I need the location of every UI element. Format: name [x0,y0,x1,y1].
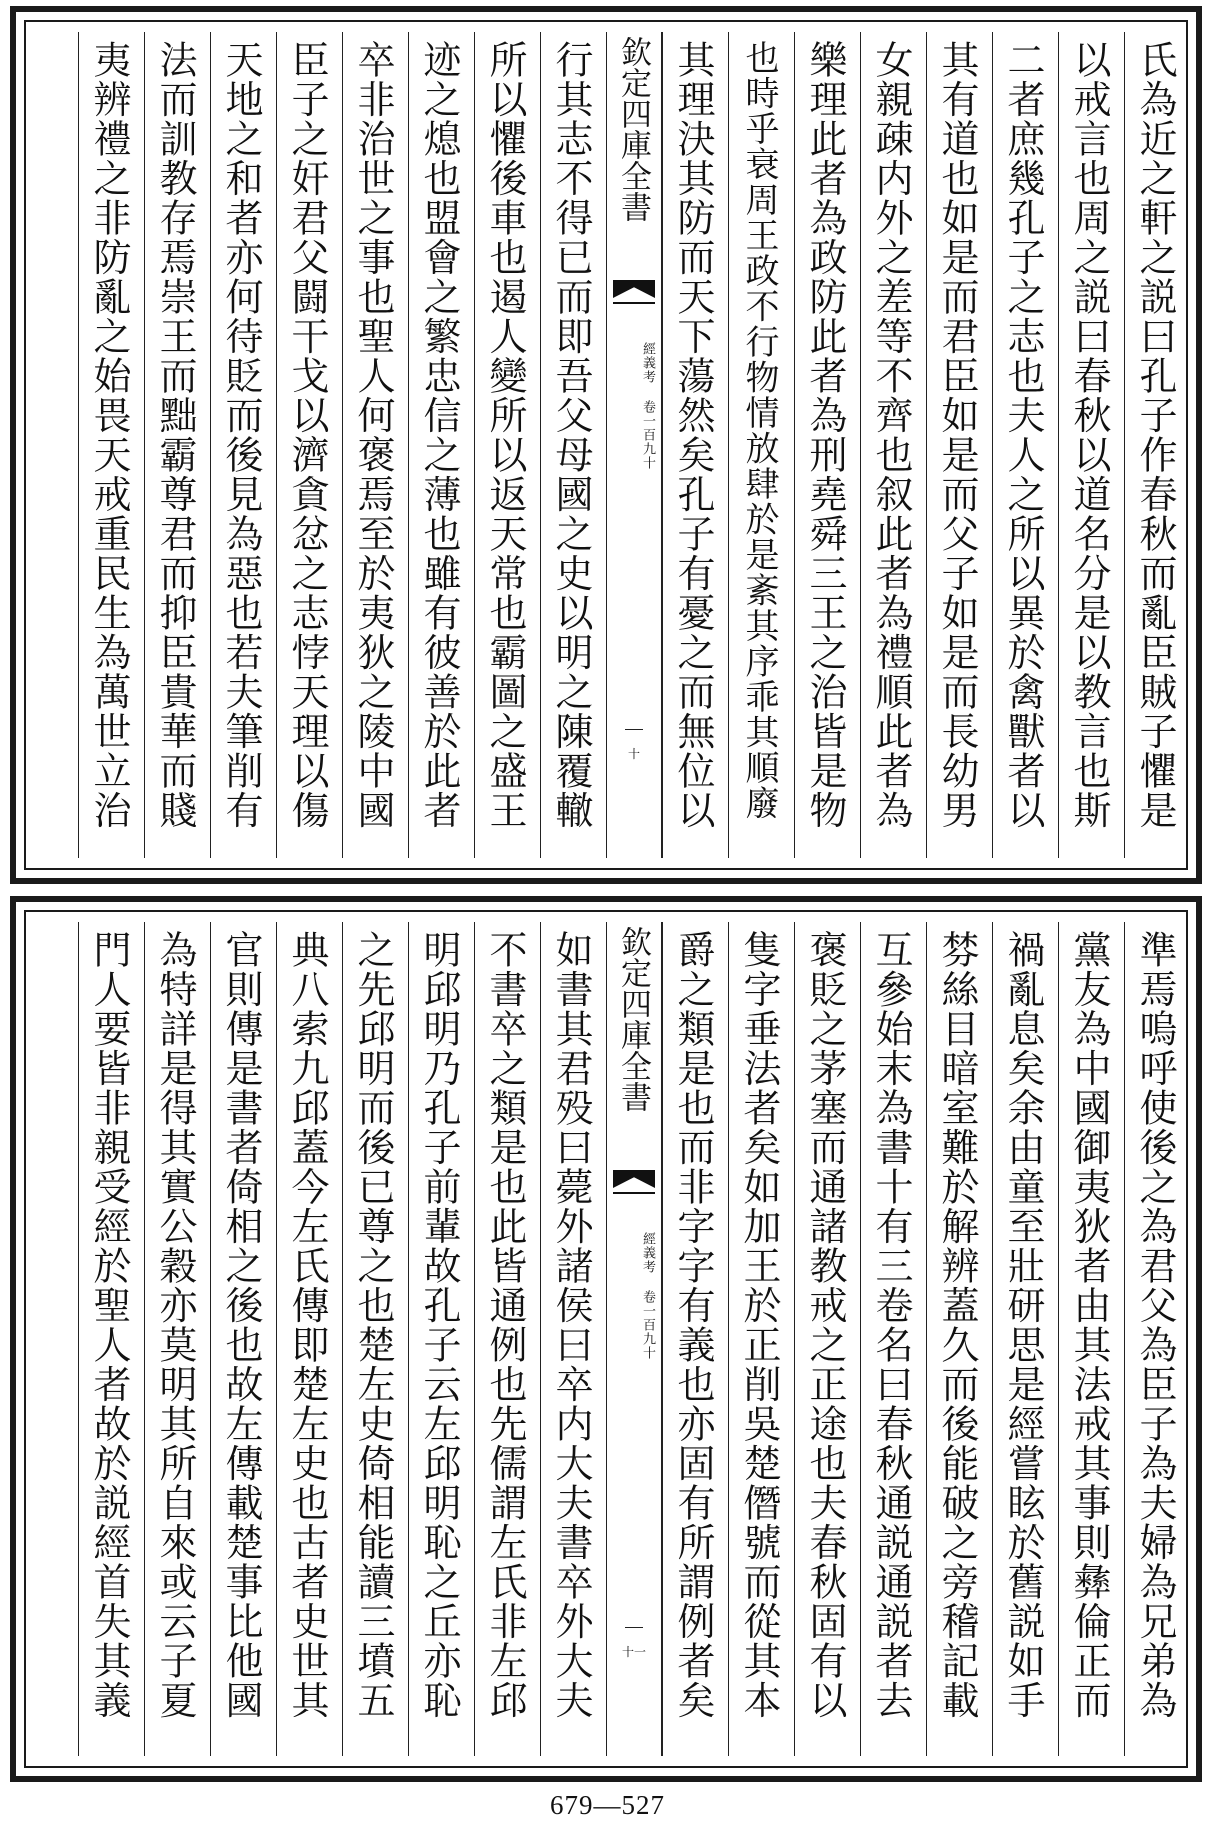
column-text: 典八索九邱蓋今左氏傳即楚左史也古者史世其 [285,930,329,1720]
column-text: 卒非治世之事也聖人何褒焉至於夷狄之陵中國 [351,40,395,830]
fishtail-mark-icon [613,280,655,324]
column-text: 女親疎内外之差等不齊也叙此者為禮順此者為 [869,40,913,830]
column-text: 禍亂息矣余由童至壯研思是經嘗眩於舊説如手 [1001,930,1045,1720]
column-text: 明邱明乃孔子前輩故孔子云左邱明恥之丘亦恥 [417,930,461,1720]
fold-rule [625,729,643,730]
text-column [408,922,474,1756]
text-column [1058,922,1124,1756]
text-column [540,32,606,858]
column-text: 也時乎衰周王政不行物情放肆於是紊其序乖其順廢 [739,40,779,821]
text-column [662,32,728,858]
center-fold-column [606,32,662,858]
text-column [1124,922,1190,1756]
column-text: 爵之類是也而非字字有義也亦固有所謂例者矣 [671,930,715,1720]
fold-rule [625,1627,643,1628]
column-text: 樂理此者為政防此者為刑堯舜三王之治皆是物 [803,40,847,830]
text-column [926,32,992,858]
text-column [210,32,276,858]
text-column [540,922,606,1756]
text-column [1124,32,1190,858]
column-text: 為特詳是得其實公穀亦莫明其所自來或云子夏 [153,930,197,1720]
lower-page [10,896,1202,1782]
column-text: 以戒言也周之説曰春秋以道名分是以教言也斯 [1067,40,1111,830]
text-column [144,922,210,1756]
text-column [794,922,860,1756]
text-column [78,32,144,858]
text-column [342,922,408,1756]
text-column [794,32,860,858]
column-text: 夷辨禮之非防亂之始畏天戒重民生為萬世立治 [87,40,131,830]
text-column [276,32,342,858]
text-column [992,922,1058,1756]
column-text: 天地之和者亦何待貶而後見為惡也若夫筆削有 [219,40,263,830]
column-text: 所以懼後車也遏人變所以返天常也霸圖之盛王 [483,40,527,830]
text-column [210,922,276,1756]
catalog-page-number: 679—527 [550,1790,665,1820]
text-column [276,922,342,1756]
column-text: 二者庶幾孔子之志也夫人之所以異於禽獸者以 [1001,40,1045,830]
column-text: 不書卒之類是也此皆通例也先儒謂左氏非左邱 [483,930,527,1720]
volume-label: 經義考 卷一百九十 [640,342,655,470]
text-column [992,32,1058,858]
leaf-number: 十一 [621,1645,646,1659]
column-text: 隻字垂法者矣如加王於正削吳楚僭號而從其本 [737,930,781,1720]
column-text: 如書其君殁曰薨外諸侯曰卒内大夫書卒外大夫 [549,930,593,1720]
text-column [78,922,144,1756]
text-column [474,922,540,1756]
text-column [662,922,728,1756]
running-head: 欽定四庫全書 [615,926,651,1112]
text-column [474,32,540,858]
column-text: 準焉嗚呼使後之為君父為臣子為夫婦為兄弟為 [1133,930,1177,1720]
column-text: 褒貶之茅塞而通諸教戒之正途也夫春秋固有以 [803,930,847,1720]
column-text: 其有道也如是而君臣如是而父子如是而長幼男 [935,40,979,830]
text-column [860,922,926,1756]
text-column [728,922,794,1756]
text-column [860,32,926,858]
column-text: 行其志不得已而即吾父母國之史以明之陳覆轍 [549,40,593,830]
column-text: 互參始末為書十有三卷名曰春秋通説通説者去 [869,930,913,1720]
column-text: 黨友為中國御夷狄者由其法戒其事則彝倫正而 [1067,930,1111,1720]
upper-page-frame [24,20,1188,870]
text-column [144,32,210,858]
column-text: 官則傳是書者倚相之後也故左傳載楚事比他國 [219,930,263,1720]
center-fold-column [606,922,662,1756]
column-text: 門人要皆非親受經於聖人者故於説經首失其義 [87,930,131,1720]
column-text: 法而訓教存焉崇王而黜霸尊君而抑臣貴華而賤 [153,40,197,830]
column-text: 迹之熄也盟會之繁忠信之薄也雖有彼善於此者 [417,40,461,830]
text-column [1058,32,1124,858]
column-text: 臣子之奸君父闘干戈以濟貪忿之志悖天理以傷 [285,40,329,830]
lower-page-frame [24,910,1188,1768]
column-text: 氏為近之軒之説曰孔子作春秋而亂臣賊子懼是 [1133,40,1177,830]
fishtail-mark-icon [613,1170,655,1214]
column-text: 之先邱明而後已尊之也楚左史倚相能讀三墳五 [351,930,395,1720]
upper-page [10,6,1202,884]
text-column [728,32,794,858]
leaf-number: 十 [627,747,640,761]
column-text: 棼絲目暗室難於解辨蓋久而後能破之旁稽記載 [935,930,979,1720]
text-column [408,32,474,858]
column-text: 其理決其防而天下蕩然矣孔子有憂之而無位以 [671,40,715,830]
running-head: 欽定四庫全書 [615,36,651,222]
text-column [342,32,408,858]
volume-label: 經義考 卷一百九十 [640,1232,655,1360]
text-column [926,922,992,1756]
